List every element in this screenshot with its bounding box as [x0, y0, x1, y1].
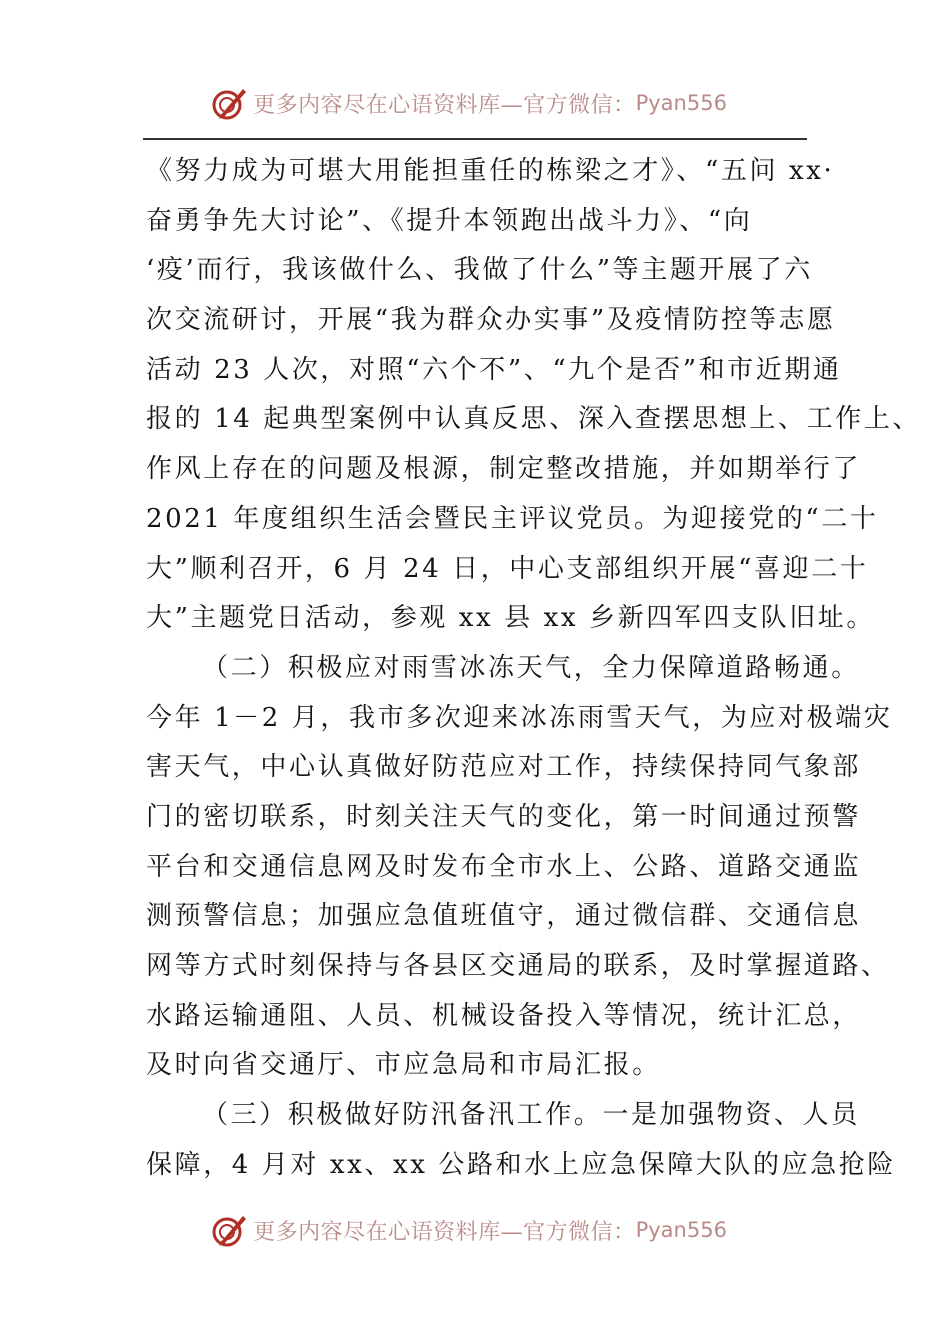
text-line: 大”主题党日活动，参观 xx 县 xx 乡新四军四支队旧址。	[146, 603, 876, 634]
section-heading: （三）积极做好防汛备汛工作。一是加强物资、人员	[202, 1100, 860, 1131]
footer-banner-text: 更多内容尽在心语资料库—官方微信：	[253, 1219, 636, 1245]
text-line: 大”顺利召开，6 月 24 日，中心支部组织开展“喜迎二十	[146, 553, 869, 584]
text-line: 及时向省交通厅、市应急局和市局汇报。	[146, 1050, 661, 1081]
section-heading: （二）积极应对雨雪冰冻天气，全力保障道路畅通。	[202, 652, 860, 683]
text-line: 平台和交通信息网及时发布全市水上、公路、道路交通监	[146, 851, 862, 882]
header-wechat-id: Pyan556	[635, 91, 727, 115]
text-line: 水路运输通阻、人员、机械设备投入等情况，统计汇总，	[146, 1000, 862, 1031]
text-line: 网等方式时刻保持与各县区交通局的联系，及时掌握道路、	[146, 951, 890, 981]
pen-logo-icon	[209, 1210, 249, 1250]
text-line: 作风上存在的问题及根源，制定整改措施，并如期举行了	[146, 454, 862, 485]
text-line: 活动 23 人次，对照“六个不”、“九个是否”和市近期通	[146, 354, 842, 385]
text-line: ‘疫’而行，我该做什么、我做了什么”等主题开展了六	[146, 255, 813, 286]
header-banner-text: 更多内容尽在心语资料库—官方微信：	[253, 92, 636, 118]
document-body	[146, 147, 922, 1190]
text-line: 2021 年度组织生活会暨民主评议党员。为迎接党的“二十	[146, 503, 879, 534]
text-line: 报的 14 起典型案例中认真反思、深入查摆思想上、工作上、	[146, 404, 922, 435]
text-line: 测预警信息；加强应急值班值守，通过微信群、交通信息	[146, 901, 862, 932]
text-line: 保障，4 月对 xx、xx 公路和水上应急保障大队的应急抢险	[146, 1149, 896, 1180]
pen-logo-icon	[209, 83, 249, 123]
footer-banner	[0, 1205, 950, 1255]
text-line: 今年 1－2 月，我市多次迎来冰冻雨雪天气，为应对极端灾	[146, 702, 893, 733]
header-divider	[143, 138, 807, 140]
text-line: 害天气，中心认真做好防范应对工作，持续保持同气象部	[146, 752, 862, 783]
text-line: 次交流研讨，开展“我为群众办实事”及疫情防控等志愿	[146, 305, 836, 336]
header-banner	[0, 78, 950, 128]
footer-wechat-id: Pyan556	[635, 1218, 727, 1242]
text-line: 《努力成为可堪大用能担重任的栋梁之才》、“五问 xx·	[146, 156, 835, 186]
text-line: 奋勇争先大讨论”、《提升本领跑出战斗力》、“向	[146, 205, 753, 236]
text-line: 门的密切联系，时刻关注天气的变化，第一时间通过预警	[146, 801, 862, 832]
